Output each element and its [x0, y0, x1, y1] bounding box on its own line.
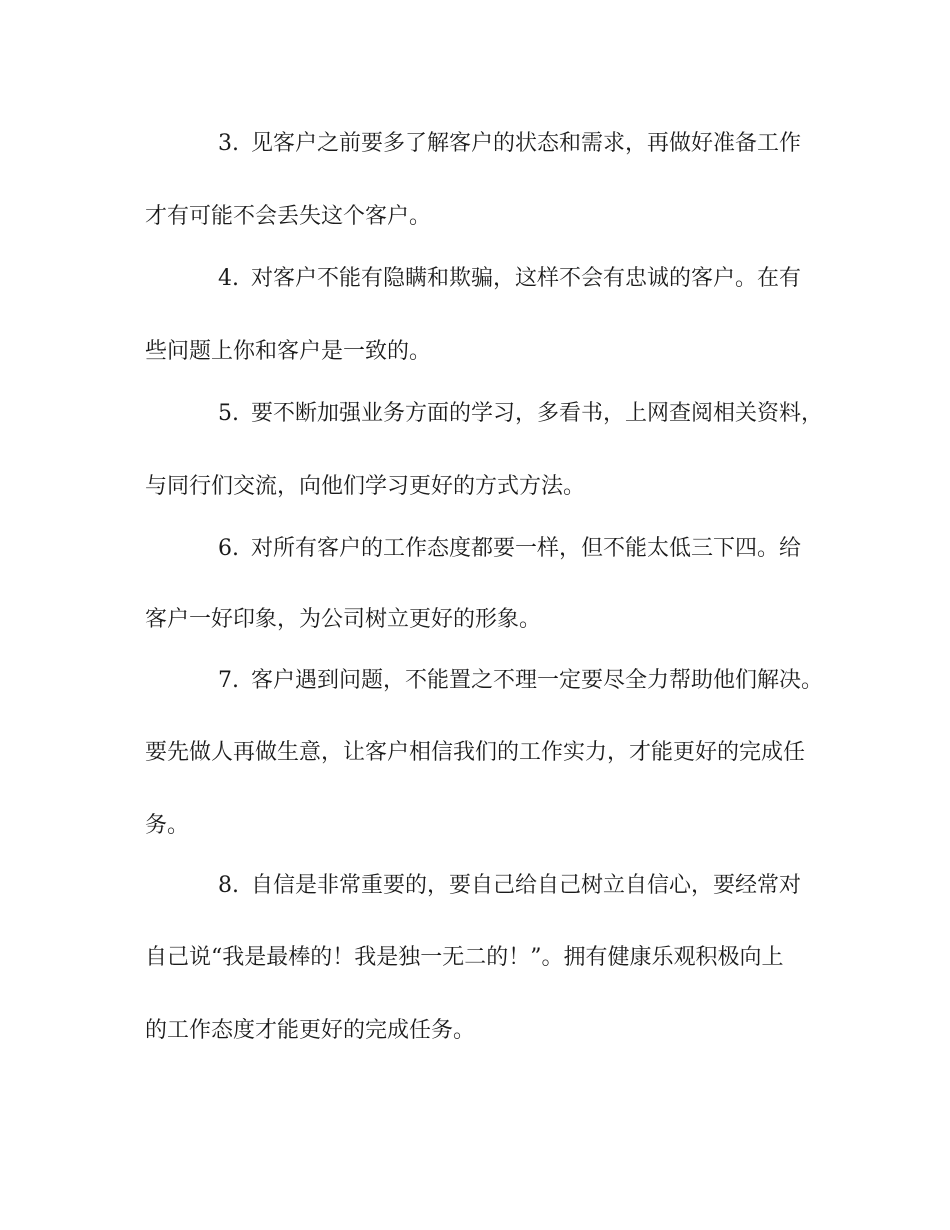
line-text: 自信是非常重要的，要自己给自己树立自信心，要经常对 [251, 873, 802, 898]
paragraph-line [218, 873, 801, 899]
line-text: 见客户之前要多了解客户的状态和需求，再做好准备工作 [251, 131, 802, 156]
paragraph-line [145, 607, 541, 633]
line-text: 才有可能不会丢失这个客户。 [145, 204, 432, 229]
line-text: 对所有客户的工作态度都要一样，但不能太低三下四。给 [251, 536, 802, 561]
paragraph-line [145, 474, 585, 500]
line-text: 自己说“我是最棒的！我是独一无二的！”。拥有健康乐观积极向上 [145, 945, 784, 970]
list-number: 8. [218, 873, 239, 898]
line-text: 要不断加强业务方面的学习，多看书，上网查阅相关资料， [251, 401, 824, 426]
list-number: 4. [218, 266, 239, 291]
paragraph-line [218, 266, 801, 292]
line-text: 务。 [145, 813, 190, 838]
paragraph-line [145, 813, 189, 839]
line-text: 的工作态度才能更好的完成任务。 [145, 1018, 476, 1043]
paragraph-line [145, 740, 805, 766]
line-text: 些问题上你和客户是一致的。 [145, 339, 432, 364]
list-number: 6. [218, 536, 239, 561]
paragraph-line [218, 401, 823, 427]
paragraph-line [218, 131, 801, 157]
line-text: 要先做人再做生意，让客户相信我们的工作实力，才能更好的完成任 [145, 740, 806, 765]
line-text: 客户遇到问题，不能置之不理一定要尽全力帮助他们解决。 [251, 668, 824, 693]
paragraph-line [145, 1018, 475, 1044]
list-number: 7. [218, 668, 239, 693]
line-text: 与同行们交流，向他们学习更好的方式方法。 [145, 474, 586, 499]
list-number: 5. [218, 401, 239, 426]
paragraph-line [145, 339, 431, 365]
paragraph-line [145, 204, 431, 230]
paragraph-line [218, 668, 823, 694]
list-number: 3. [218, 131, 239, 156]
line-text: 对客户不能有隐瞒和欺骗，这样不会有忠诚的客户。在有 [251, 266, 802, 291]
paragraph-line [218, 536, 801, 562]
line-text: 客户一好印象，为公司树立更好的形象。 [145, 607, 542, 632]
paragraph-line [145, 945, 784, 971]
